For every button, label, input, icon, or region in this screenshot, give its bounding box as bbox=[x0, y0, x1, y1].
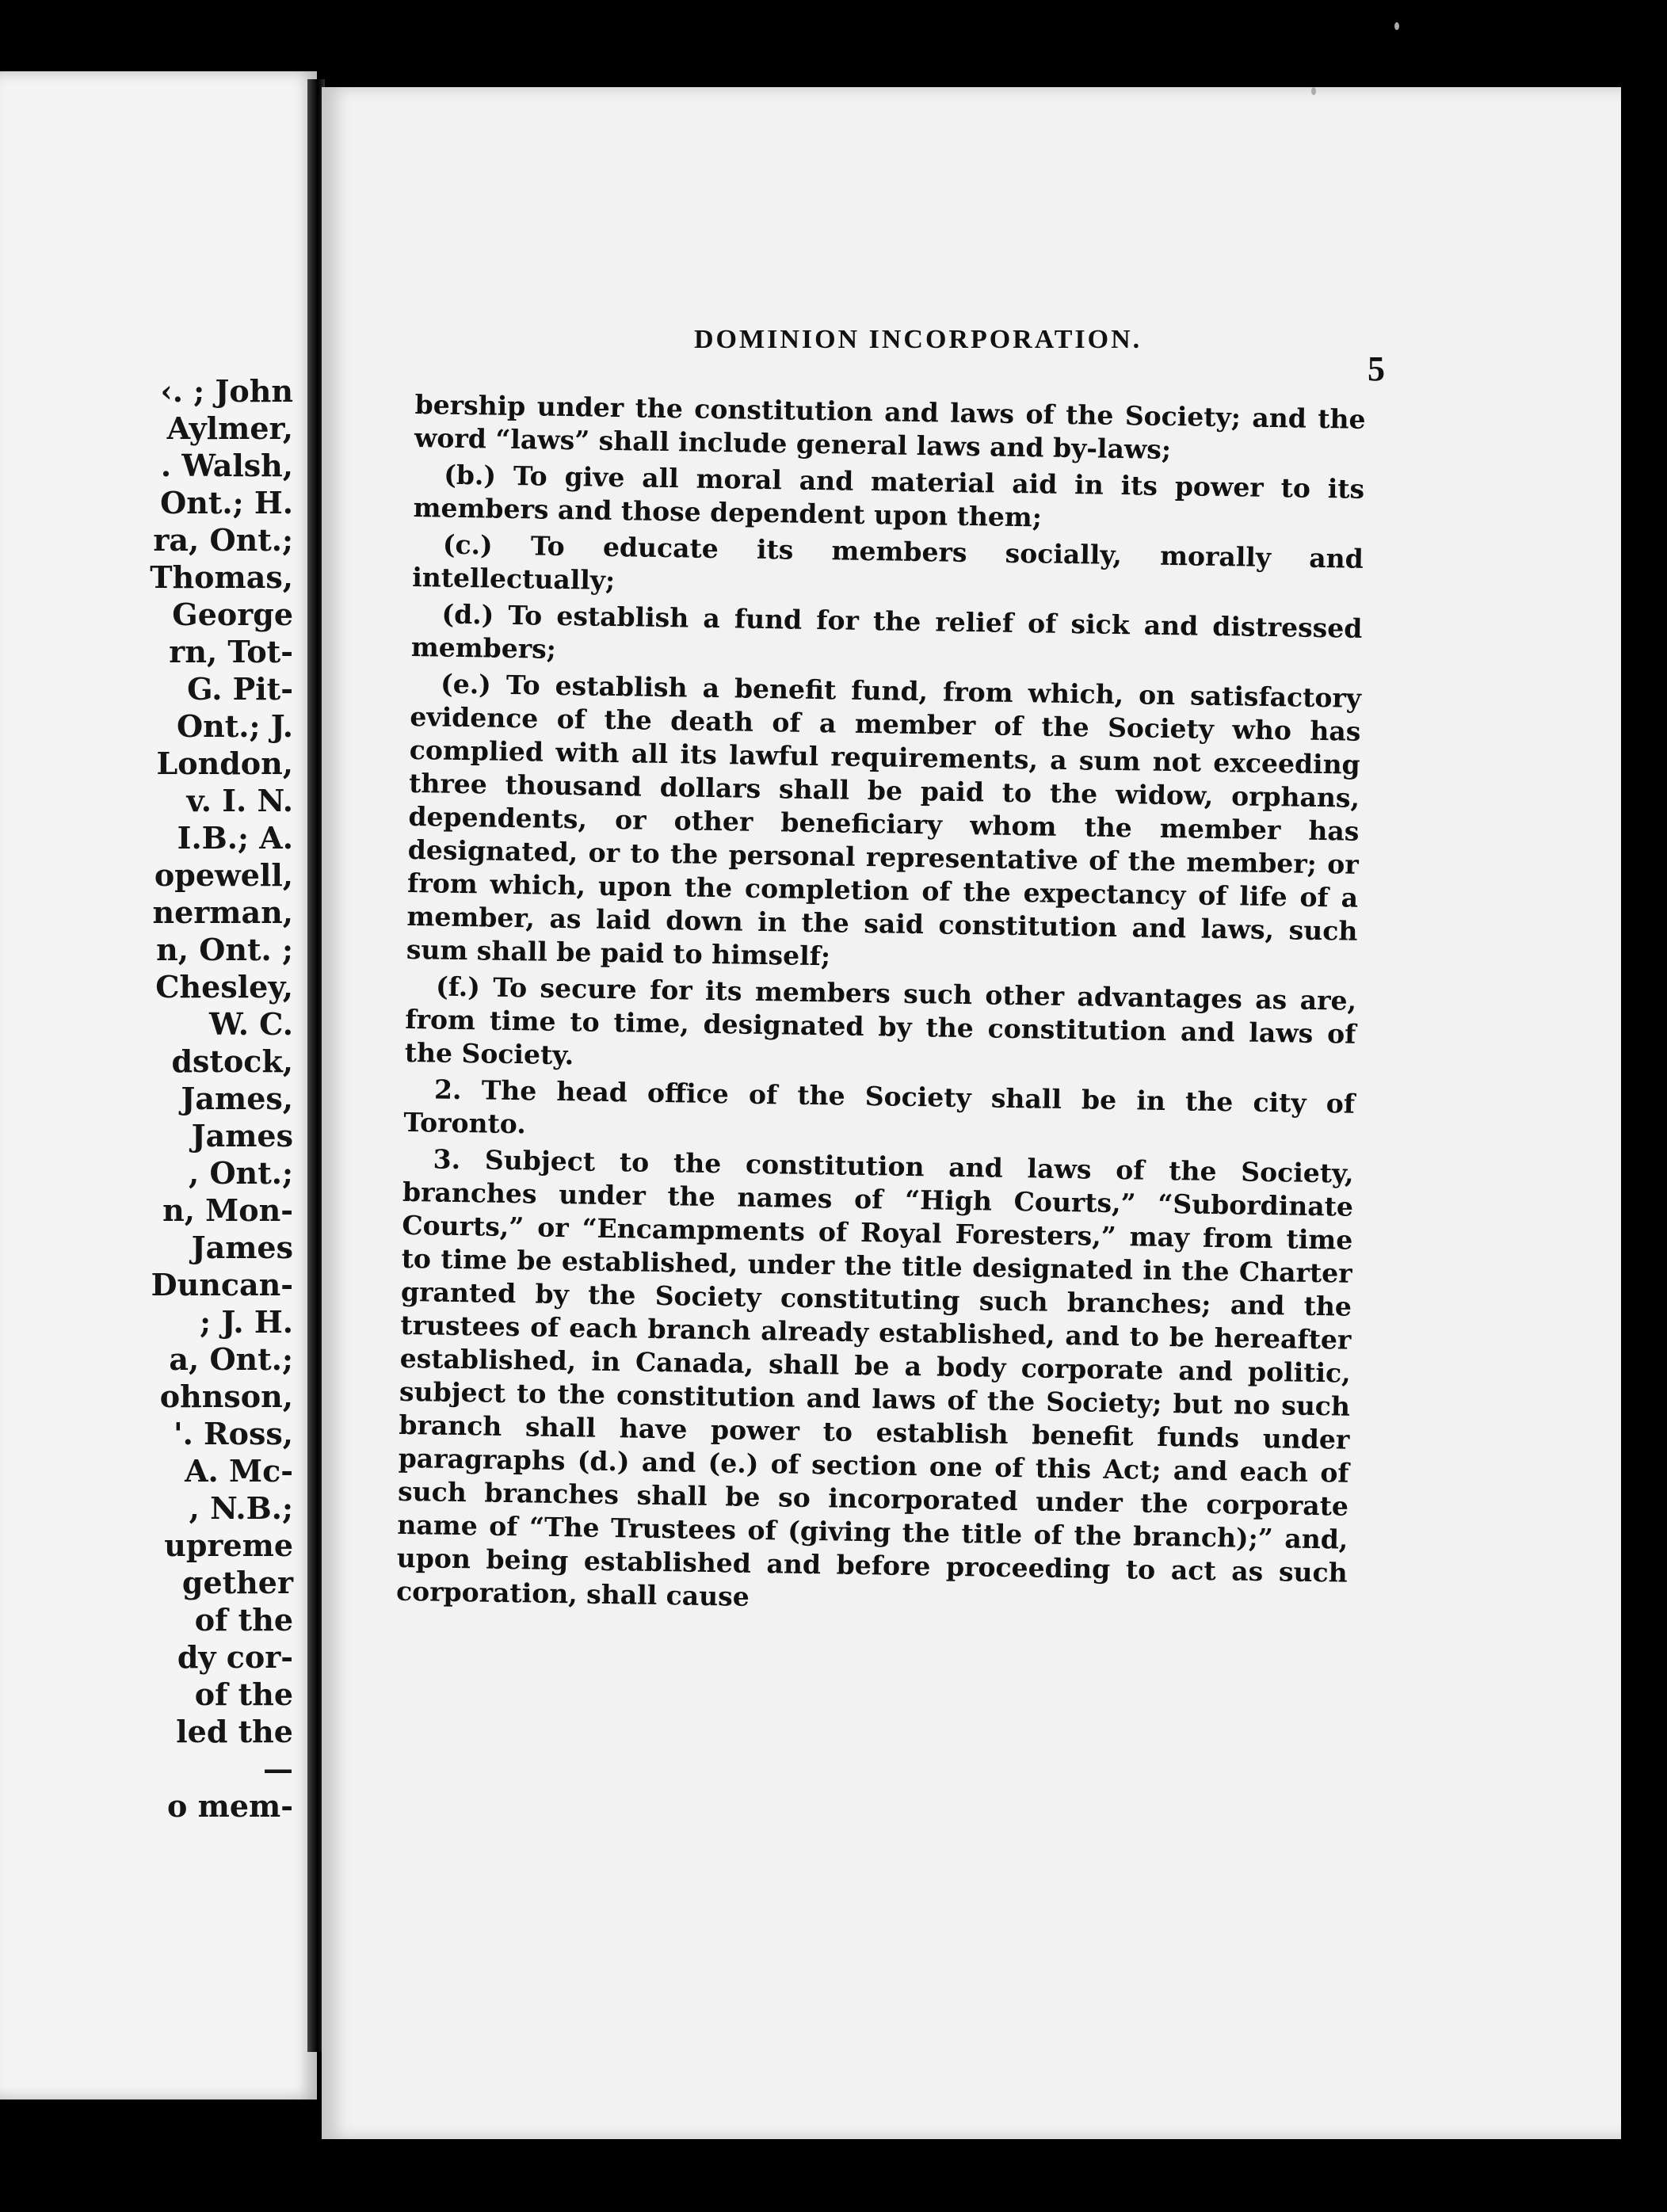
previous-page-line: W. C. bbox=[208, 1006, 293, 1042]
previous-page-line: , Ont.; bbox=[189, 1155, 293, 1191]
previous-page-line: — bbox=[263, 1751, 293, 1787]
previous-page-line: led the bbox=[176, 1714, 293, 1749]
page-number: 5 bbox=[1368, 349, 1385, 388]
previous-page-line: Thomas, bbox=[150, 559, 293, 595]
paragraph: (d.) To establish a fund for the relief of sick and distressed members; bbox=[410, 598, 1363, 665]
previous-page-line: Aylmer, bbox=[166, 410, 293, 446]
previous-page-fragment bbox=[0, 71, 317, 2099]
dust-speck bbox=[1394, 22, 1399, 30]
previous-page-line: of the bbox=[194, 1676, 293, 1712]
previous-page-line: of the bbox=[194, 1602, 293, 1638]
previous-page-line: n, Ont. ; bbox=[156, 932, 293, 967]
previous-page-line: dstock, bbox=[171, 1043, 293, 1079]
paragraph: bership under the constitution and laws of the Society; and the word “laws” shall include general laws and by-laws; bbox=[414, 388, 1366, 465]
previous-page-line: James bbox=[191, 1118, 293, 1154]
previous-page-line: A. Mc- bbox=[185, 1453, 293, 1489]
previous-page-line: upreme bbox=[164, 1527, 293, 1563]
paragraph: 2. The head office of the Society shall be in the city of Toronto. bbox=[403, 1074, 1356, 1140]
page bbox=[322, 87, 1621, 2139]
previous-page-line: dy cor- bbox=[177, 1639, 293, 1675]
previous-page-line: n, Mon- bbox=[162, 1192, 293, 1228]
previous-page-line: nerman, bbox=[152, 894, 293, 930]
previous-page-line: London, bbox=[156, 746, 293, 781]
previous-page-line: I.B.; A. bbox=[177, 820, 293, 856]
previous-page-line: Duncan- bbox=[151, 1267, 293, 1302]
previous-page-line: v. I. N. bbox=[186, 783, 293, 818]
previous-page-text bbox=[0, 372, 293, 1825]
body-text bbox=[396, 388, 1366, 1627]
previous-page-line: James bbox=[191, 1230, 293, 1265]
previous-page-line: Ont.; H. bbox=[160, 485, 293, 521]
previous-page-line: Chesley, bbox=[155, 969, 293, 1005]
previous-page-line: opewell, bbox=[154, 857, 293, 893]
previous-page-line: , N.B.; bbox=[189, 1490, 293, 1526]
previous-page-line: ‹. ; John bbox=[160, 373, 293, 409]
previous-page-line: George bbox=[172, 597, 293, 632]
previous-page-line: ra, Ont.; bbox=[153, 522, 293, 558]
previous-page-line: . Walsh, bbox=[160, 448, 293, 483]
dust-speck bbox=[1311, 87, 1316, 95]
paragraph: (c.) To educate its members socially, morally and intellectually; bbox=[411, 528, 1364, 596]
paragraph: (b.) To give all moral and material aid in its power to its members and those dependent upon them; bbox=[413, 459, 1365, 533]
previous-page-line: gether bbox=[181, 1565, 293, 1600]
previous-page-line: ohnson, bbox=[159, 1379, 293, 1414]
previous-page-line: Ont.; J. bbox=[176, 708, 293, 744]
previous-page-line: rn, Tot- bbox=[169, 634, 293, 669]
previous-page-line: '. Ross, bbox=[173, 1416, 293, 1451]
paragraph: 3. Subject to the constitution and laws of the Society, branches under the names of “High Courts,” “Subordinate Courts,” or “Encampments of Royal Foresters,” may from time to time be established, under the title designated in the Charter granted by the Society constituting such branches; and the trustees of each branch already established, and to be hereafter established, in Canada, shall be a body corporate and politic, subject to the constitution and laws of the Society; but no such branch shall have power to establish benefit funds under paragraphs (d.) and (e.) of section one of this Act; and each of such branches shall be so incorporated under the corporate name of “The Trustees of (giving the title of the branch);” and, upon being established and before proceeding to act as such corporation, shall cause bbox=[395, 1143, 1354, 1612]
previous-page-line: James, bbox=[181, 1081, 293, 1116]
paragraph: (f.) To secure for its members such other advantages as are, from time to time, designated by the constitution and laws of the Society. bbox=[404, 971, 1357, 1071]
previous-page-line: a, Ont.; bbox=[169, 1341, 293, 1377]
previous-page-line: ; J. H. bbox=[200, 1304, 293, 1340]
paragraph: (e.) To establish a benefit fund, from which, on satisfactory evidence of the death of a member of the Society who has complied with all its lawful requirements, a sum not exceeding three thousand dollars shall be paid to the widow, orphans, dependents, or other beneficiary whom the member has designated, or to the personal representative of the member; or from which, upon the completion of the expectancy of life of a member, as laid down in the said constitution and laws, such sum shall be paid to himself; bbox=[406, 668, 1362, 972]
previous-page-line: G. Pit- bbox=[187, 671, 293, 707]
previous-page-line: o mem- bbox=[167, 1788, 293, 1824]
running-head: DOMINION INCORPORATION. bbox=[694, 325, 1142, 354]
